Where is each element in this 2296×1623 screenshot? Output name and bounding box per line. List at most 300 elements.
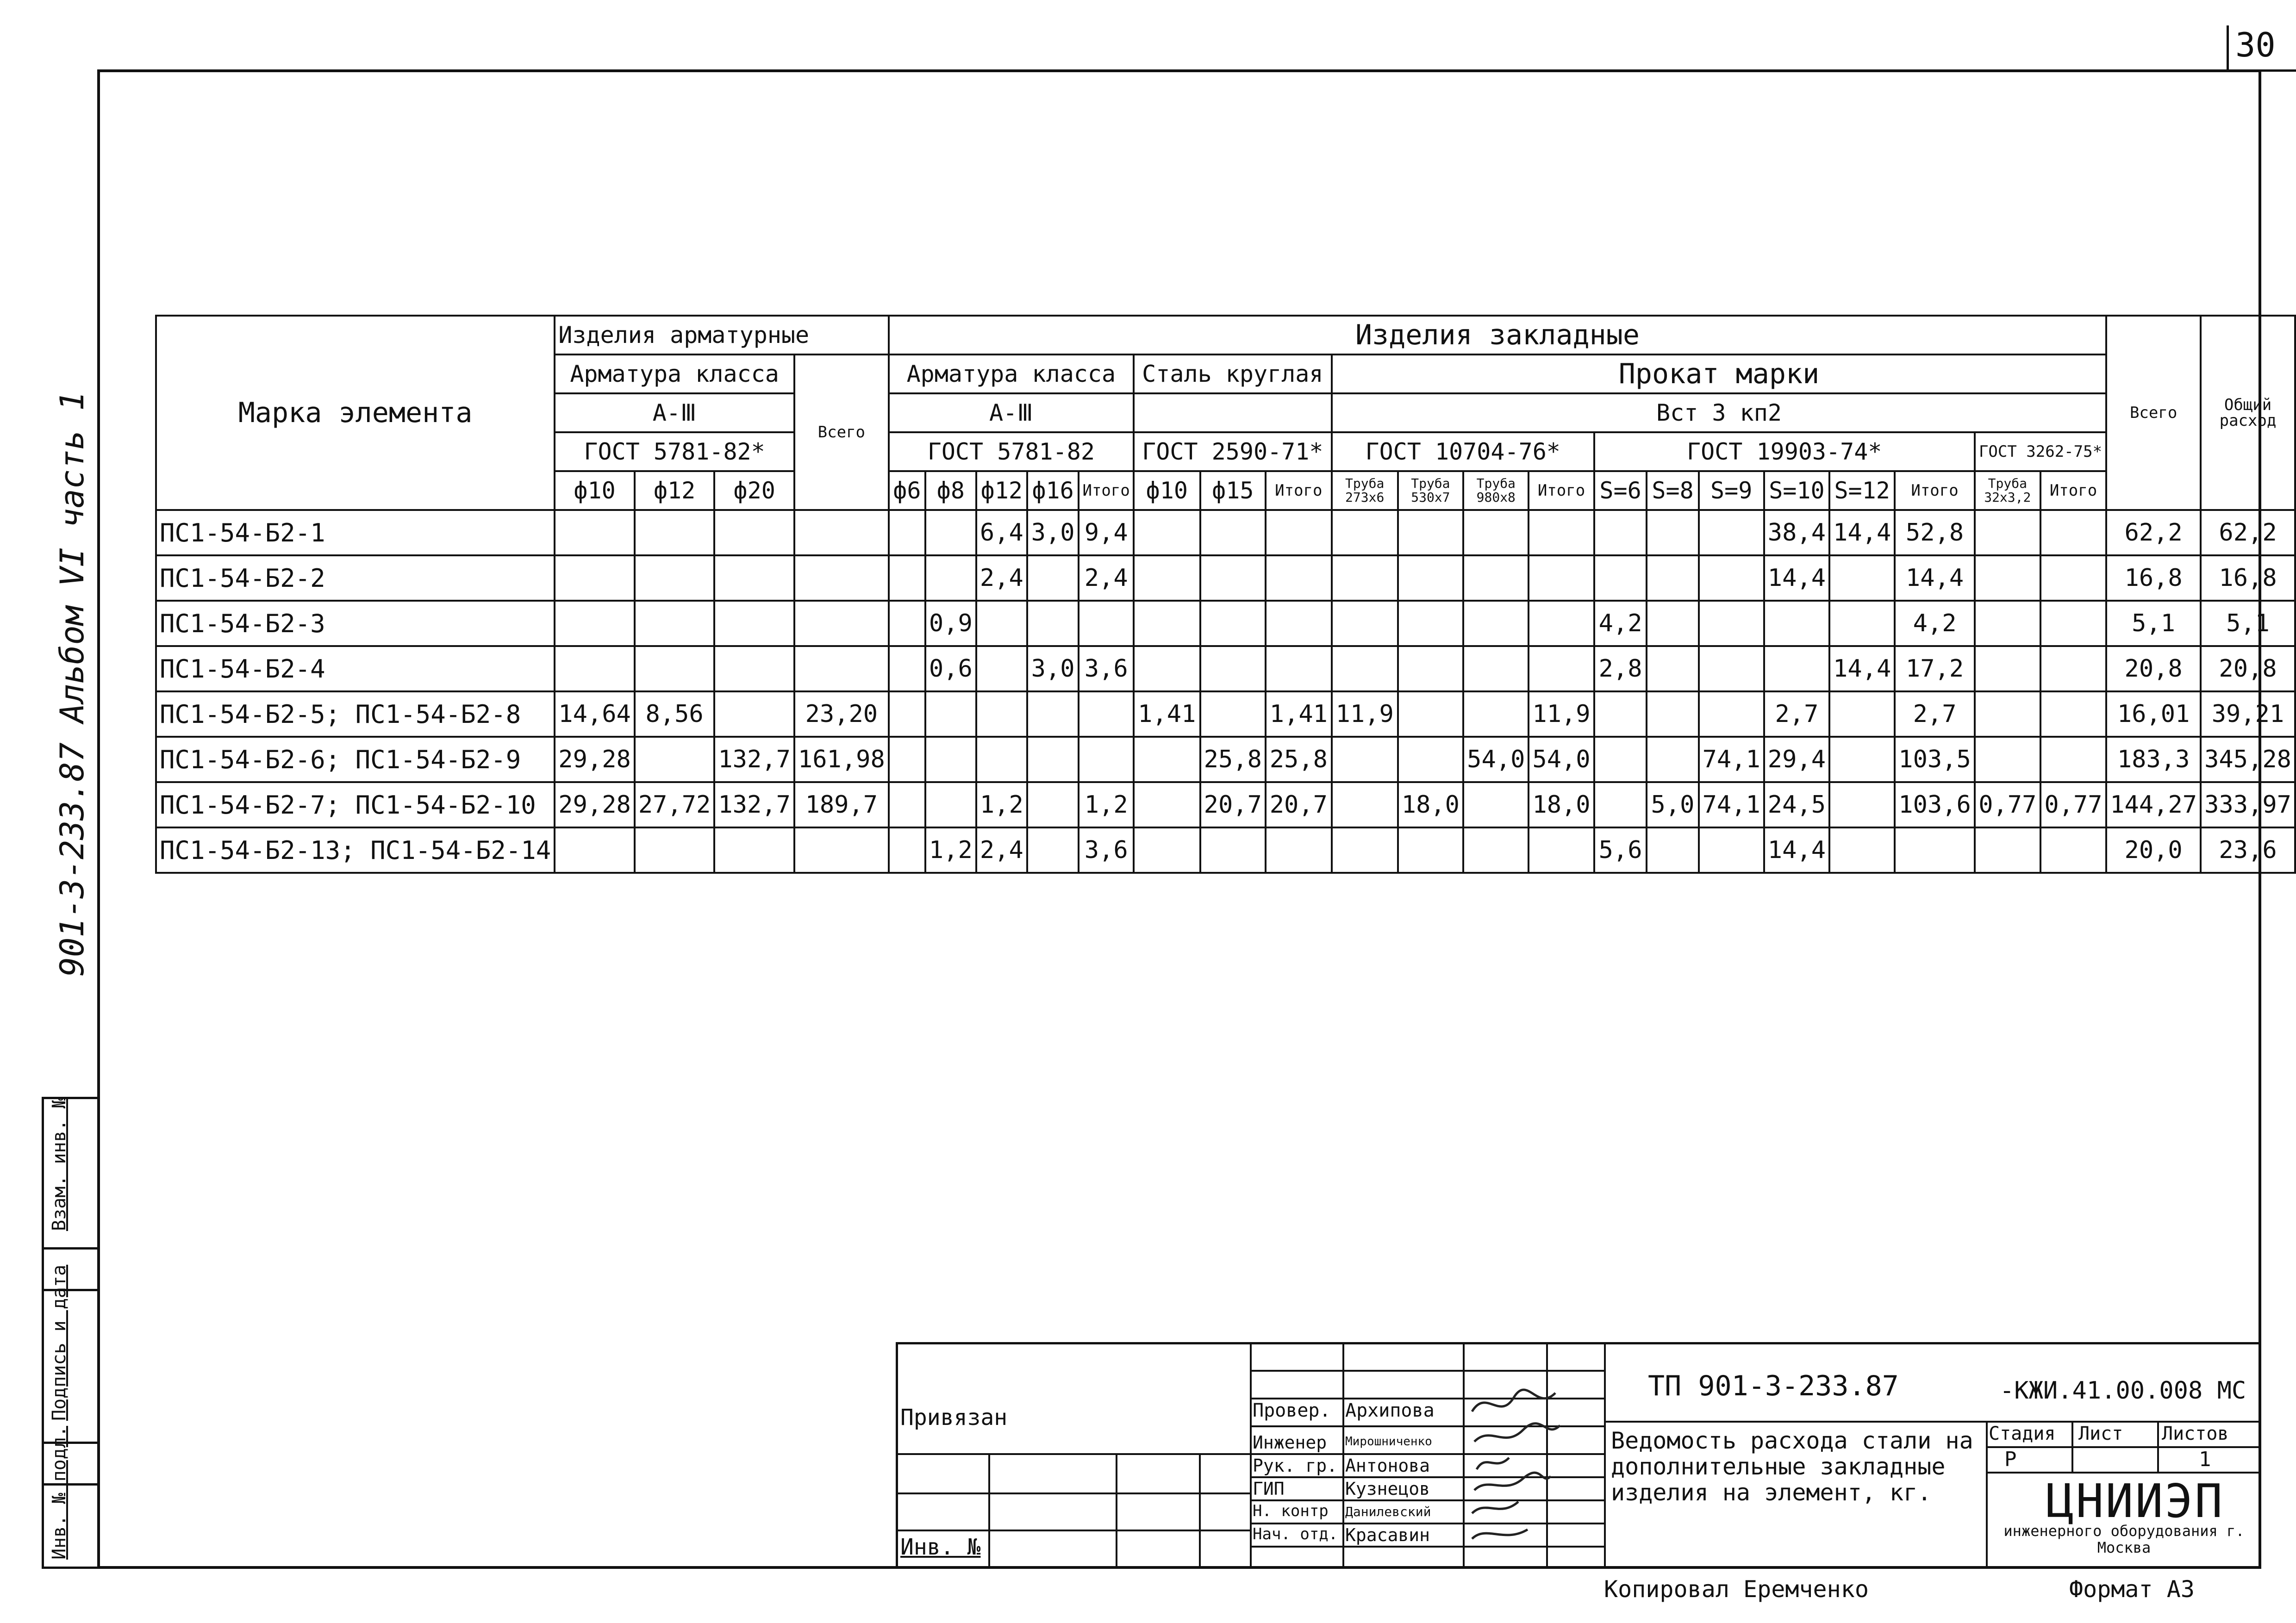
row-value-cell — [1027, 737, 1079, 782]
row-value-cell: 1,41 — [1134, 691, 1200, 737]
row-value-cell: 11,9 — [1332, 691, 1398, 737]
role-gip: ГИП — [1253, 1479, 1285, 1499]
row-value-cell: 17,2 — [1895, 646, 1975, 691]
subheader-cell: S=10 — [1764, 471, 1829, 510]
row-value-cell: 23,6 — [2201, 827, 2295, 873]
row-value-cell — [1266, 555, 1332, 601]
row-value-cell — [1647, 555, 1698, 601]
row-value-cell — [1398, 737, 1464, 782]
row-value-cell: 14,4 — [1764, 555, 1829, 601]
role-prover: Провер. — [1253, 1400, 1331, 1421]
row-value-cell — [1594, 691, 1647, 737]
row-value-cell — [635, 646, 715, 691]
row-value-cell — [1647, 646, 1698, 691]
row-value-cell: 62,2 — [2106, 510, 2201, 555]
row-value-cell: 20,8 — [2201, 646, 2295, 691]
row-value-cell — [1200, 601, 1266, 646]
row-value-cell — [794, 646, 889, 691]
role-n-kontr: Н. контр — [1253, 1502, 1329, 1520]
row-value-cell — [1463, 555, 1529, 601]
row-value-cell: 14,4 — [1764, 827, 1829, 873]
row-value-cell: 9,4 — [1079, 510, 1134, 555]
subheader-cell: Итого — [1529, 471, 1594, 510]
row-value-cell: 103,6 — [1895, 782, 1975, 827]
table-row — [156, 555, 2295, 601]
row-value-cell — [1829, 782, 1895, 827]
row-value-cell: 2,4 — [1079, 555, 1134, 601]
row-value-cell — [1332, 827, 1398, 873]
row-mark: ПС1-54-Б2-6; ПС1-54-Б2-9 — [156, 737, 555, 782]
name-miroshnichenko: Мирошниченко — [1345, 1435, 1432, 1449]
row-value-cell — [635, 555, 715, 601]
name-krasavin: Красавин — [1345, 1525, 1430, 1545]
row-mark: ПС1-54-Б2-1 — [156, 510, 555, 555]
row-value-cell — [1266, 601, 1332, 646]
row-value-cell: 333,97 — [2201, 782, 2295, 827]
row-value-cell: 25,8 — [1266, 737, 1332, 782]
row-value-cell — [1398, 510, 1464, 555]
subheader-cell: S=9 — [1699, 471, 1764, 510]
row-value-cell — [1134, 510, 1200, 555]
row-value-cell — [1200, 510, 1266, 555]
row-value-cell: 345,28 — [2201, 737, 2295, 782]
row-value-cell — [1200, 555, 1266, 601]
table-row — [156, 737, 2295, 782]
role-ruk-gr: Рук. гр. — [1253, 1455, 1338, 1476]
row-value-cell: 11,9 — [1529, 691, 1594, 737]
row-value-cell: 5,6 — [1594, 827, 1647, 873]
header-stal-krug: Сталь круглая — [1134, 354, 1332, 393]
row-value-cell: 5,1 — [2106, 601, 2201, 646]
row-value-cell: 18,0 — [1398, 782, 1464, 827]
row-value-cell — [889, 601, 925, 646]
row-value-cell — [1975, 737, 2040, 782]
row-value-cell — [1134, 782, 1200, 827]
row-value-cell — [1266, 827, 1332, 873]
row-value-cell: 0,9 — [925, 601, 976, 646]
row-value-cell — [1529, 827, 1594, 873]
row-mark: ПС1-54-Б2-3 — [156, 601, 555, 646]
row-value-cell — [714, 691, 794, 737]
project-number: ТП 901-3-233.87 — [1648, 1370, 1899, 1402]
subheader-cell: ф20 — [714, 471, 794, 510]
row-value-cell — [1463, 782, 1529, 827]
row-value-cell — [1647, 510, 1698, 555]
row-value-cell — [1332, 737, 1398, 782]
role-inzhener: Инженер — [1253, 1432, 1327, 1453]
row-value-cell — [1699, 691, 1764, 737]
subheader-cell: Итого — [2040, 471, 2106, 510]
row-value-cell — [635, 510, 715, 555]
header-gost-3: ГОСТ 2590-71* — [1134, 432, 1332, 471]
row-value-cell — [1398, 601, 1464, 646]
row-value-cell: 24,5 — [1764, 782, 1829, 827]
row-value-cell: 3,0 — [1027, 510, 1079, 555]
row-value-cell — [1594, 782, 1647, 827]
row-value-cell — [1200, 646, 1266, 691]
list-label: Лист — [2078, 1423, 2123, 1444]
row-value-cell: 189,7 — [794, 782, 889, 827]
drawing-code: -КЖИ.41.00.008 МС — [2000, 1377, 2246, 1405]
row-value-cell — [1134, 601, 1200, 646]
row-value-cell — [794, 601, 889, 646]
header-empty-stal — [1134, 393, 1332, 432]
header-arm-klassa: Арматура класса — [555, 354, 794, 393]
row-value-cell — [1027, 601, 1079, 646]
row-value-cell — [1079, 691, 1134, 737]
copied-by: Копировал Еремченко — [1604, 1576, 1869, 1603]
row-mark: ПС1-54-Б2-4 — [156, 646, 555, 691]
row-value-cell — [2040, 601, 2106, 646]
header-izd-zakl: Изделия закладные — [889, 316, 2106, 354]
stamp-inv-podl: Инв. № подл. — [49, 1426, 70, 1560]
row-value-cell — [1398, 555, 1464, 601]
stamp-podpis-data: Подпись и дата — [49, 1264, 70, 1421]
row-value-cell — [714, 555, 794, 601]
row-value-cell — [1829, 827, 1895, 873]
subheader-cell: ф8 — [925, 471, 976, 510]
table-row — [156, 691, 2295, 737]
row-value-cell — [1398, 827, 1464, 873]
row-value-cell — [794, 510, 889, 555]
row-value-cell: 23,20 — [794, 691, 889, 737]
stamp-vzam-inv: Взам. инв. № — [49, 1097, 70, 1231]
row-value-cell: 132,7 — [714, 737, 794, 782]
row-value-cell: 54,0 — [1463, 737, 1529, 782]
row-value-cell: 183,3 — [2106, 737, 2201, 782]
header-vsego-total: Всего — [2106, 316, 2201, 510]
row-value-cell — [1027, 691, 1079, 737]
row-value-cell — [1975, 601, 2040, 646]
subheader-cell: ф10 — [1134, 471, 1200, 510]
row-value-cell — [2040, 646, 2106, 691]
row-value-cell: 54,0 — [1529, 737, 1594, 782]
row-value-cell: 5,1 — [2201, 601, 2295, 646]
row-value-cell: 14,64 — [555, 691, 635, 737]
row-value-cell — [1134, 737, 1200, 782]
row-value-cell — [1829, 601, 1895, 646]
header-gost-4: ГОСТ 10704-76* — [1332, 432, 1594, 471]
row-value-cell — [1463, 691, 1529, 737]
row-value-cell — [1529, 510, 1594, 555]
subheader-cell: S=12 — [1829, 471, 1895, 510]
listov-label: Листов — [2162, 1423, 2229, 1444]
row-value-cell: 16,8 — [2106, 555, 2201, 601]
row-value-cell — [1975, 827, 2040, 873]
header-gost-1: ГОСТ 5781-82* — [555, 432, 794, 471]
subheader-cell: Итого — [1895, 471, 1975, 510]
row-value-cell — [889, 555, 925, 601]
row-value-cell — [925, 555, 976, 601]
row-value-cell — [714, 510, 794, 555]
subheader-cell: Труба 273х6 — [1332, 471, 1398, 510]
row-value-cell — [889, 827, 925, 873]
table-row — [156, 601, 2295, 646]
row-value-cell: 3,6 — [1079, 646, 1134, 691]
row-value-cell — [1699, 555, 1764, 601]
row-value-cell — [1699, 510, 1764, 555]
row-mark: ПС1-54-Б2-7; ПС1-54-Б2-10 — [156, 782, 555, 827]
row-value-cell — [976, 646, 1027, 691]
header-gost-5: ГОСТ 19903-74* — [1594, 432, 1975, 471]
subheader-cell: Труба 530х7 — [1398, 471, 1464, 510]
row-value-cell: 103,5 — [1895, 737, 1975, 782]
row-value-cell — [1134, 555, 1200, 601]
row-value-cell — [1463, 646, 1529, 691]
row-value-cell: 0,6 — [925, 646, 976, 691]
row-value-cell — [1332, 646, 1398, 691]
row-value-cell: 0,77 — [2040, 782, 2106, 827]
row-value-cell: 4,2 — [1594, 601, 1647, 646]
row-value-cell — [1647, 827, 1698, 873]
row-value-cell — [2040, 827, 2106, 873]
row-value-cell: 20,7 — [1200, 782, 1266, 827]
table-row — [156, 510, 2295, 555]
row-value-cell — [1266, 646, 1332, 691]
header-vsego: Всего — [794, 354, 889, 510]
header-prokat: Прокат марки — [1332, 354, 2106, 393]
subheader-cell: ф12 — [976, 471, 1027, 510]
row-value-cell: 29,4 — [1764, 737, 1829, 782]
row-value-cell — [635, 827, 715, 873]
row-value-cell: 14,4 — [1829, 510, 1895, 555]
row-value-cell — [889, 646, 925, 691]
subheader-cell: S=8 — [1647, 471, 1698, 510]
subheader-cell: ф15 — [1200, 471, 1266, 510]
row-mark: ПС1-54-Б2-5; ПС1-54-Б2-8 — [156, 691, 555, 737]
steel-consumption-table — [155, 315, 2296, 874]
row-value-cell — [1134, 646, 1200, 691]
row-mark: ПС1-54-Б2-2 — [156, 555, 555, 601]
listov-value: 1 — [2199, 1448, 2211, 1471]
row-value-cell: 16,01 — [2106, 691, 2201, 737]
row-value-cell: 1,2 — [976, 782, 1027, 827]
row-mark: ПС1-54-Б2-13; ПС1-54-Б2-14 — [156, 827, 555, 873]
row-value-cell: 18,0 — [1529, 782, 1594, 827]
signatures-graphic — [1467, 1384, 1569, 1560]
row-value-cell — [1332, 555, 1398, 601]
row-value-cell — [1463, 601, 1529, 646]
row-value-cell — [1332, 782, 1398, 827]
name-arkhipova: Архипова — [1345, 1400, 1435, 1421]
stadiya-label: Стадия — [1989, 1423, 2056, 1444]
row-value-cell: 38,4 — [1764, 510, 1829, 555]
row-value-cell — [889, 782, 925, 827]
row-value-cell — [2040, 691, 2106, 737]
row-value-cell — [1699, 601, 1764, 646]
row-value-cell — [635, 737, 715, 782]
row-value-cell — [1699, 646, 1764, 691]
inv-no-label: Инв. № — [900, 1534, 981, 1560]
header-vst: Вст 3 кп2 — [1332, 393, 2106, 432]
row-value-cell: 1,2 — [925, 827, 976, 873]
row-value-cell: 20,7 — [1266, 782, 1332, 827]
row-value-cell — [1829, 691, 1895, 737]
row-value-cell — [2040, 737, 2106, 782]
row-value-cell — [1079, 737, 1134, 782]
name-danilevsky: Данилевский — [1345, 1504, 1431, 1519]
row-value-cell — [2040, 555, 2106, 601]
row-value-cell: 2,8 — [1594, 646, 1647, 691]
subheader-cell: ф16 — [1027, 471, 1079, 510]
row-value-cell: 27,72 — [635, 782, 715, 827]
row-value-cell — [1764, 601, 1829, 646]
row-value-cell — [889, 737, 925, 782]
subheader-cell: ф10 — [555, 471, 635, 510]
row-value-cell: 39,21 — [2201, 691, 2295, 737]
row-value-cell — [555, 646, 635, 691]
row-value-cell — [1027, 555, 1079, 601]
row-value-cell — [1398, 646, 1464, 691]
header-gost-6: ГОСТ 3262-75* — [1975, 432, 2106, 471]
row-value-cell — [1647, 601, 1698, 646]
row-value-cell — [1594, 510, 1647, 555]
row-value-cell: 4,2 — [1895, 601, 1975, 646]
row-value-cell — [1764, 646, 1829, 691]
row-value-cell: 161,98 — [794, 737, 889, 782]
row-value-cell: 20,8 — [2106, 646, 2201, 691]
row-value-cell — [1594, 737, 1647, 782]
row-value-cell — [1895, 827, 1975, 873]
row-value-cell: 62,2 — [2201, 510, 2295, 555]
row-value-cell — [1529, 646, 1594, 691]
row-value-cell: 3,6 — [1079, 827, 1134, 873]
row-value-cell — [1699, 827, 1764, 873]
name-antonova: Антонова — [1345, 1455, 1430, 1476]
row-value-cell: 29,28 — [555, 737, 635, 782]
table-row — [156, 827, 2295, 873]
row-value-cell — [1134, 827, 1200, 873]
subheader-cell: ф6 — [889, 471, 925, 510]
name-kuznetsov: Кузнецов — [1345, 1479, 1430, 1499]
side-album-label: 901-3-233.87 Альбом VI часть 1 — [53, 391, 91, 976]
stadiya-value: Р — [2004, 1448, 2017, 1471]
org-name: ЦНИИЭП — [2046, 1474, 2225, 1528]
row-value-cell: 1,2 — [1079, 782, 1134, 827]
subheader-cell: Итого — [1266, 471, 1332, 510]
row-value-cell — [635, 601, 715, 646]
row-value-cell — [1594, 555, 1647, 601]
row-value-cell — [1829, 737, 1895, 782]
row-value-cell — [1975, 646, 2040, 691]
row-value-cell — [1398, 691, 1464, 737]
org-subtitle: инженерного оборудования г. Москва — [2003, 1522, 2245, 1556]
row-value-cell — [889, 691, 925, 737]
row-value-cell — [925, 782, 976, 827]
header-marka: Марка элемента — [156, 316, 555, 510]
row-value-cell — [714, 601, 794, 646]
row-value-cell: 8,56 — [635, 691, 715, 737]
format-label: Формат А3 — [2069, 1576, 2195, 1603]
row-value-cell — [1463, 827, 1529, 873]
row-value-cell — [1200, 827, 1266, 873]
row-value-cell — [889, 510, 925, 555]
subheader-cell: ф12 — [635, 471, 715, 510]
row-value-cell: 29,28 — [555, 782, 635, 827]
subheader-cell: Труба 980х8 — [1463, 471, 1529, 510]
row-value-cell: 6,4 — [976, 510, 1027, 555]
row-value-cell — [1975, 555, 2040, 601]
row-value-cell: 74,1 — [1699, 737, 1764, 782]
row-value-cell: 1,41 — [1266, 691, 1332, 737]
row-value-cell — [1463, 510, 1529, 555]
row-value-cell — [1529, 555, 1594, 601]
row-value-cell — [714, 827, 794, 873]
row-value-cell: 14,4 — [1829, 646, 1895, 691]
row-value-cell: 2,7 — [1764, 691, 1829, 737]
row-value-cell — [1079, 601, 1134, 646]
row-value-cell — [976, 691, 1027, 737]
row-value-cell — [555, 827, 635, 873]
row-value-cell: 14,4 — [1895, 555, 1975, 601]
row-value-cell — [794, 827, 889, 873]
row-value-cell — [1332, 510, 1398, 555]
row-value-cell — [555, 510, 635, 555]
row-value-cell: 5,0 — [1647, 782, 1698, 827]
header-arm-klassa-2: Арматура класса — [889, 354, 1134, 393]
row-value-cell — [1027, 782, 1079, 827]
row-value-cell — [1647, 737, 1698, 782]
table-row — [156, 646, 2295, 691]
row-value-cell — [925, 737, 976, 782]
row-value-cell — [555, 555, 635, 601]
header-izd-arm: Изделия арматурные — [555, 316, 888, 354]
row-value-cell — [794, 555, 889, 601]
row-value-cell — [976, 737, 1027, 782]
row-value-cell — [1266, 510, 1332, 555]
subheader-cell: Труба 32х3,2 — [1975, 471, 2040, 510]
drawing-title: Ведомость расхода стали на дополнительные закладные изделия на элемент, кг. — [1611, 1427, 1973, 1506]
table-row — [156, 782, 2295, 827]
row-value-cell — [1332, 601, 1398, 646]
row-value-cell — [1529, 601, 1594, 646]
row-value-cell: 25,8 — [1200, 737, 1266, 782]
row-value-cell — [555, 601, 635, 646]
header-gost-2: ГОСТ 5781-82 — [889, 432, 1134, 471]
row-value-cell — [1975, 510, 2040, 555]
row-value-cell — [1200, 691, 1266, 737]
row-value-cell: 0,77 — [1975, 782, 2040, 827]
row-value-cell — [1975, 691, 2040, 737]
row-value-cell: 74,1 — [1699, 782, 1764, 827]
row-value-cell: 132,7 — [714, 782, 794, 827]
privyazan-label: Привязан — [900, 1405, 1008, 1430]
sheet-number: 30 — [2227, 25, 2296, 72]
row-value-cell: 52,8 — [1895, 510, 1975, 555]
row-value-cell — [1829, 555, 1895, 601]
row-value-cell: 144,27 — [2106, 782, 2201, 827]
row-value-cell: 2,7 — [1895, 691, 1975, 737]
role-nach-otd: Нач. отд. — [1253, 1525, 1338, 1543]
row-value-cell: 3,0 — [1027, 646, 1079, 691]
row-value-cell — [976, 601, 1027, 646]
row-value-cell — [925, 510, 976, 555]
header-a3-b: A-Ⅲ — [889, 393, 1134, 432]
row-value-cell — [1027, 827, 1079, 873]
row-value-cell: 20,0 — [2106, 827, 2201, 873]
row-value-cell: 2,4 — [976, 827, 1027, 873]
subheader-cell: S=6 — [1594, 471, 1647, 510]
row-value-cell: 2,4 — [976, 555, 1027, 601]
row-value-cell — [1647, 691, 1698, 737]
row-value-cell — [2040, 510, 2106, 555]
row-value-cell — [925, 691, 976, 737]
subheader-cell: Итого — [1079, 471, 1134, 510]
header-obsh-rashod: Общий расход — [2201, 316, 2295, 510]
header-a3: A-Ⅲ — [555, 393, 794, 432]
row-value-cell — [714, 646, 794, 691]
row-value-cell: 16,8 — [2201, 555, 2295, 601]
